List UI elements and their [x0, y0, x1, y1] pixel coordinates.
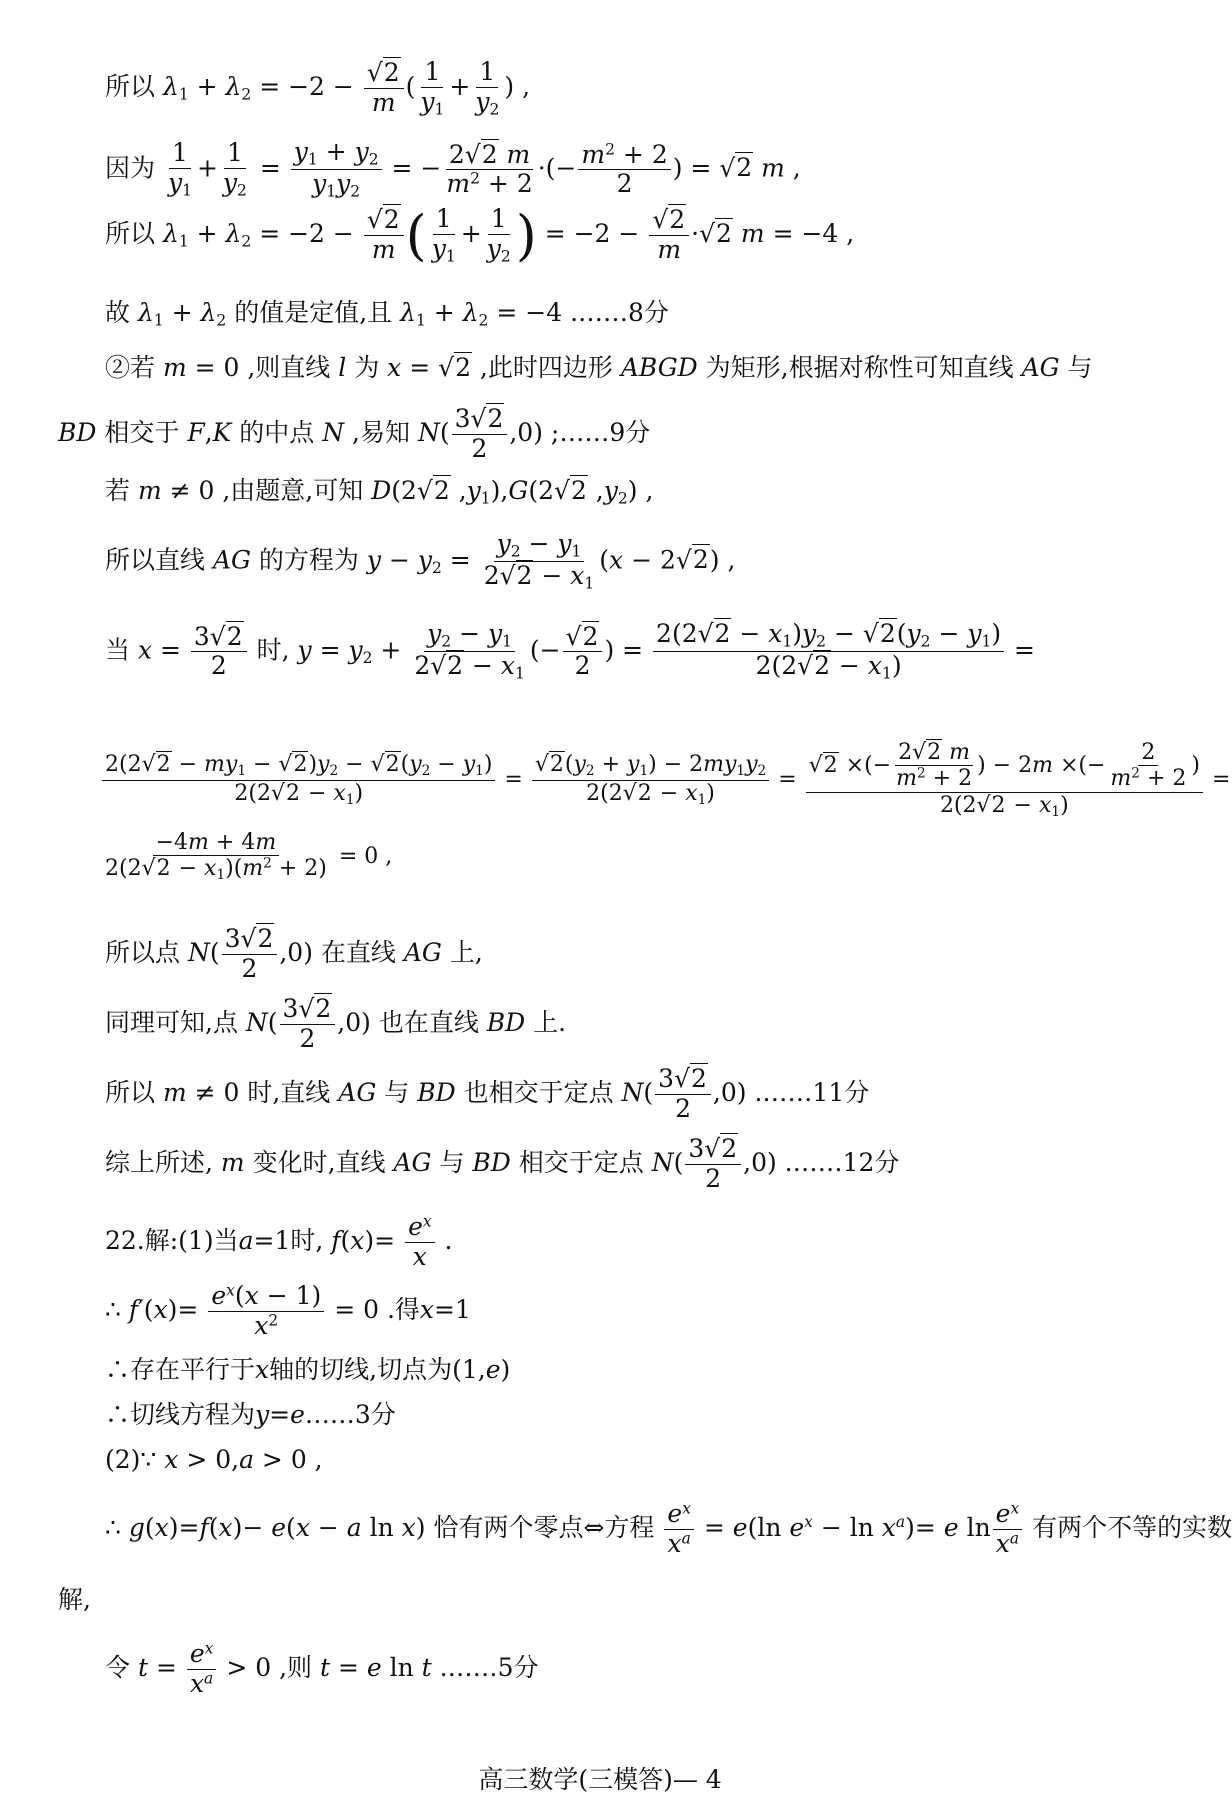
- equation-line-2: 因为 $\frac{1}{y_1}$ + $\frac{1}{y_2}$ = $\frac{y_1 + y_2}{y_1y_2}$ = − $\frac{2√2 m}{m^2 + 2}$ ·(− $\frac{m^2 + 2}{2}$ ) = √2 m ,: [105, 137, 801, 202]
- equation-line-13: 同理可知,点 N( $\frac{3√2}{2}$ ,0) 也在直线 BD 上.: [105, 994, 567, 1053]
- equation-line-5: ②若 m = 0 ,则直线 l 为 x = √2 ,此时四边形 ABGD 为矩形,根据对称性可知直线 AG 与: [105, 353, 1093, 382]
- equation-line-23: 令 t = $\frac{e^x}{x^a}$ > 0 ,则 t = e ln t .……5分: [105, 1639, 539, 1698]
- equation-line-18: ∴存在平行于x轴的切线,切点为(1,e): [105, 1355, 511, 1384]
- equation-line-17: ∴ f′(x)= $\frac{e^x(x - 1)}{x^2}$ = 0 .得x=1: [105, 1281, 471, 1340]
- equation-line-12: 所以点 N( $\frac{3√2}{2}$ ,0) 在直线 AG 上,: [105, 924, 483, 983]
- equation-line-6: BD 相交于 F,K 的中点 N ,易知 N( $\frac{3√2}{2}$ ,0) ;……9分: [58, 404, 651, 463]
- equation-line-10: $\frac{2(2√2 - my_1 - √2)y_2 - √2(y_2 - y_1)}{2(2√2 - x_1)}$ = $\frac{√2(y_2 + y_1) - 2my_1y_2}{2(2√2 - x_1)}$ = √2 ×(− $\frac{2√2 m}{m^2 + 2}$ ) − 2m ×(− $\frac{2}{m^2 + 2}$ ) $2(2√2 - x_1)$ =: [100, 740, 1230, 820]
- page-footer: 高三数学(三模答)— 4: [478, 1765, 722, 1794]
- equation-line-3: 所以 $\lambda_1 + \lambda_2 = -2$ − $\frac{√2}{m}$ ( $\frac{1}{y_1}$ + $\frac{1}{y_2}$ ) = −2 − $\frac{√2}{m}$ ·√2 m = −4 ,: [105, 204, 855, 267]
- equation-line-1: 所以 $\lambda_1 + \lambda_2 = -2$ − $\frac{√2}{m}$ ( $\frac{1}{y_1}$ + $\frac{1}{y_2}$ ) ,: [105, 57, 531, 119]
- equation-line-7: 若 m ≠ 0 ,由题意,可知 D(2√2 $,y_1),G(2√2$ $,y_2$) ,: [105, 476, 654, 508]
- equation-line-8: 所以直线 AG 的方程为 $y - y_2$ = $\frac{y_2 - y_1}{2√2 - x_1}$ (x − 2√2) ,: [105, 529, 736, 594]
- equation-line-20: (2)∵ x > 0,a > 0 ,: [105, 1445, 323, 1474]
- equation-line-9: 当 x = $\frac{3√2}{2}$ 时, $y = y_2$ + $\frac{y_2 - y_1}{2√2 - x_1}$ (− $\frac{√2}{2}$ ) = $\frac{2(2√2 - x_1)y_2 - √2(y_2 - y_1)}{2(2√2 - x_1)}$ =: [105, 619, 1036, 684]
- equation-line-21: ∴ g(x)=f(x)− e(x − a ln x) 恰有两个零点⇔方程 $\frac{e^x}{x^a}$ = e(ln $e^x - \ln x^a)= e$ ln $\frac{e^x}{x^a}$ 有两个不等的实数: [105, 1499, 1232, 1558]
- equation-line-15: 综上所述, m 变化时,直线 AG 与 BD 相交于定点 N( $\frac{3√2}{2}$ ,0) .……12分: [105, 1134, 900, 1193]
- equation-line-4: 故 $\lambda_1 + \lambda_2$ 的值是定值,且 $\lambda_1 + \lambda_2 = -4$ .……8分: [105, 298, 669, 330]
- equation-line-11: $\frac{-4m + 4m}{2(2√2 - x_1)(m^2 + 2)}$ = 0 ,: [105, 830, 393, 884]
- equation-line-19: ∴切线方程为y=e……3分: [105, 1400, 396, 1429]
- equation-line-14: 所以 m ≠ 0 时,直线 AG 与 BD 也相交于定点 N( $\frac{3√2}{2}$ ,0) .……11分: [105, 1064, 870, 1123]
- equation-line-22: 解,: [58, 1585, 91, 1614]
- equation-line-16: 22.解:(1)当a=1时, f(x)= $\frac{e^x}{x}$ .: [105, 1212, 453, 1271]
